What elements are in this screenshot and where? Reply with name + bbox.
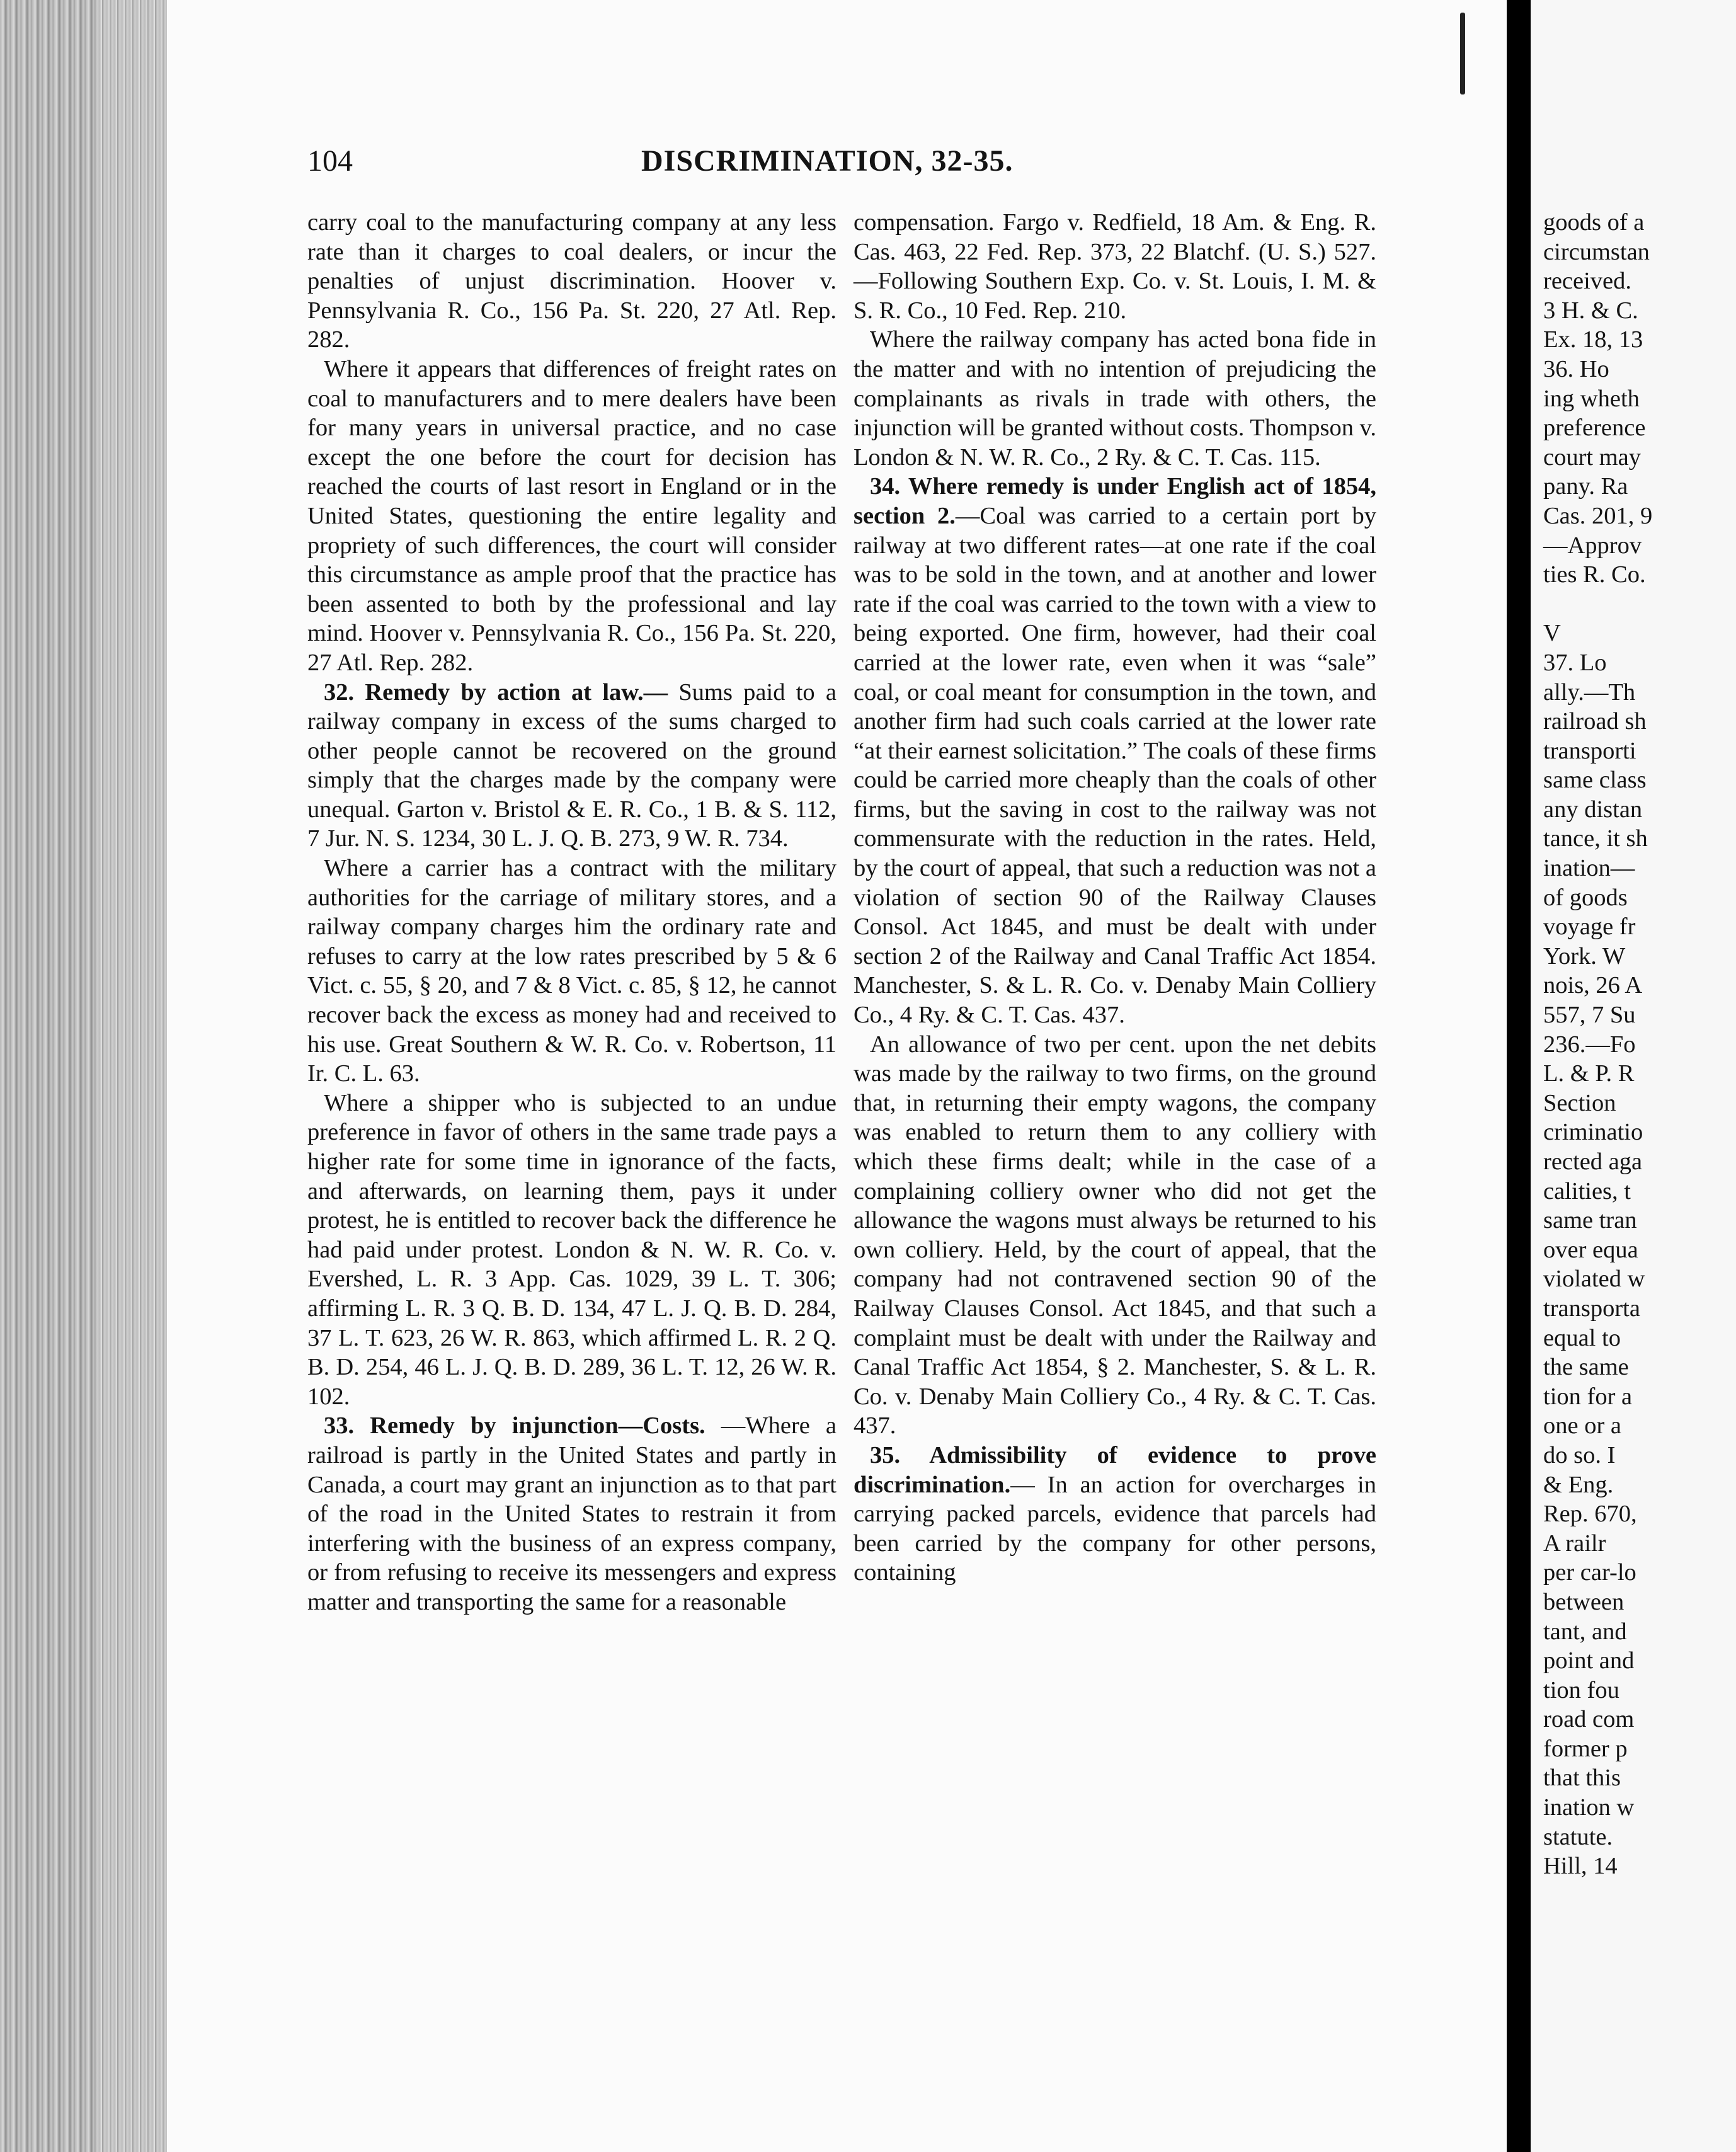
facing-page-line: of goods <box>1543 884 1628 911</box>
facing-page-line: tance, it sh <box>1543 825 1648 852</box>
facing-page-line: ally.—Th <box>1543 678 1636 706</box>
facing-page <box>1531 0 1736 2152</box>
paragraph: Where the railway company has acted bona fide in the matter and with no intention of prejudicing the complainants as rivals in trade with others, the injunction will be granted without costs. Thompson v. London & N. W. R. Co., 2 Ry. & C. T. Cas. 115. <box>854 326 1376 471</box>
facing-page-line: received. <box>1543 268 1631 295</box>
facing-page-line: Cas. 201, 9 <box>1543 502 1653 529</box>
facing-page-line: Rep. 670, <box>1543 1501 1637 1528</box>
facing-page-line: ing wheth <box>1543 385 1640 412</box>
facing-page-line <box>1543 590 1736 619</box>
facing-page-line: that this <box>1543 1765 1621 1792</box>
section-text: Sums paid to a railway company in excess of the sums charged to other people cannot be recovered on the ground simply that the charges made by the company were unequal. Garton v. Bristol & E. R. Co., 1 B. & S. 112, 7 Jur. N. S. 1234, 30 L. J. Q. B. 273, 9 W. R. 734. <box>307 678 837 852</box>
facing-page-line: —Approv <box>1543 532 1642 559</box>
facing-page-line: any distan <box>1543 796 1643 823</box>
section-heading: 32. Remedy by action at law.— <box>324 678 668 706</box>
section-32 <box>307 678 837 854</box>
facing-page-line: L. & P. R <box>1543 1060 1635 1087</box>
paragraph: Where a shipper who is subjected to an undue preference in favor of others in the same trade pays a higher rate for some time in ignorance of the facts, and afterwards, on learning them, pays it under protest, he is entitled to recover back the difference he had paid under protest. London & N. W. R. Co. v. Evershed, L. R. 3 App. Cas. 1029, 39 L. T. 306; affirming L. R. 3 Q. B. D. 134, 47 L. J. Q. B. D. 284, 37 L. T. 623, 26 W. R. 863, which affirmed L. R. 2 Q. B. D. 254, 46 L. J. Q. B. D. 289, 36 L. T. 12, 26 W. R. 102. <box>307 1089 837 1410</box>
facing-page-line: 36. Ho <box>1543 355 1609 382</box>
section-heading: 34. Where remedy is under English act of 1854, section 2. <box>854 473 1376 529</box>
facing-page-line: circumstan <box>1543 238 1650 265</box>
facing-page-line: 557, 7 Su <box>1543 1002 1636 1029</box>
facing-page-line: voyage fr <box>1543 913 1636 941</box>
facing-page-line: A railr <box>1543 1530 1606 1557</box>
facing-page-line: do so. I <box>1543 1441 1616 1468</box>
facing-page-text <box>1543 208 1736 1881</box>
facing-page-line: per car-lo <box>1543 1559 1636 1586</box>
facing-page-line: ties R. Co. <box>1543 561 1646 588</box>
section-34 <box>854 472 1376 1029</box>
left-column <box>307 208 837 1617</box>
page-number: 104 <box>307 144 353 178</box>
section-35 <box>854 1441 1376 1588</box>
facing-page-line: tion fou <box>1543 1676 1619 1703</box>
facing-page-line: & Eng. <box>1543 1471 1614 1498</box>
facing-page-line: pany. Ra <box>1543 473 1628 500</box>
facing-page-line: Hill, 14 <box>1543 1853 1618 1880</box>
page-edge-gutter <box>94 0 167 2152</box>
page-title: DISCRIMINATION, 32-35. <box>641 144 1014 178</box>
paragraph: Where it appears that differences of freight rates on coal to manufacturers and to mere dealers have been for many years in universal practice, and no case except the one before the court for decision has reached the courts of last resort in England or in the United States, questioning the entire legality and propriety of such differences, the court will consider this circumstance as ample proof that the practice has been assented to both by the professional and lay mind. Hoover v. Pennsylvania R. Co., 156 Pa. St. 220, 27 Atl. Rep. 282. <box>307 355 837 676</box>
facing-page-line: Ex. 18, 13 <box>1543 326 1643 353</box>
section-heading: 35. Admissibility of evidence to prove discrimination. <box>854 1441 1376 1498</box>
section-text: —Where a railroad is partly in the United States and partly in Canada, a court may grant an injunction as to that part of the road in the United States to restrain it from interfering with the business of an express company, or from refusing to receive its messengers and express matter and transporting the same for a reasonable <box>307 1412 837 1615</box>
facing-page-line: ination— <box>1543 855 1635 882</box>
facing-page-line: 3 H. & C. <box>1543 297 1638 324</box>
facing-page-line: transporta <box>1543 1295 1640 1322</box>
section-heading: 33. Remedy by injunction—Costs. <box>324 1412 705 1439</box>
facing-page-line: rected aga <box>1543 1148 1643 1175</box>
paragraph: An allowance of two per cent. upon the net debits was made by the railway to two firms, on the ground that, in returning their empty wagons, the company was enabled to return them to any colliery with which these firms dealt; while in the case of a complaining colliery owner who did not get the allowance the wagons must always be returned to his own colliery. Held, by the court of appeal, that the company had not contravened section 90 of the Railway Clauses Consol. Act 1845, and that such a complaint must be dealt with under the Railway and Canal Traffic Act 1854, § 2. Manchester, S. & L. R. Co. v. Denaby Main Colliery Co., 4 Ry. & C. T. Cas. 437. <box>854 1031 1376 1439</box>
facing-page-line: tion for a <box>1543 1383 1633 1410</box>
facing-page-line: calities, t <box>1543 1177 1631 1205</box>
facing-page-line: criminatio <box>1543 1119 1643 1146</box>
facing-page-line: Section <box>1543 1089 1616 1116</box>
section-text: —Coal was carried to a certain port by railway at two different rates—at one rate if the coal was to be sold in the town, and at another and lower rate if the coal was carried to the town with a view to being exported. One firm, however, had their coal carried at the lower rate, even when it was “sale” coal, or coal meant for consumption in the town, and another firm had such coals carried at the lower rate “at their earnest solicitation.” The coals of these firms could be carried more cheaply than the coals of other firms, but the saving in cost to the railway was not commensurate with the reduction in the rates. Held, by the court of appeal, that such a reduction was not a violation of section 90 of the Railway Clauses Consol. Act 1845, and must be dealt with under section 2 of the Railway and Canal Traffic Act 1854. Manchester, S. & L. R. Co. v. Denaby Main Colliery Co., 4 Ry. & C. T. Cas. 437. <box>854 502 1376 1029</box>
facing-page-line: V <box>1543 620 1561 647</box>
facing-page-line: goods of a <box>1543 209 1645 236</box>
facing-page-line: same tran <box>1543 1207 1637 1234</box>
facing-page-line: point and <box>1543 1647 1635 1674</box>
facing-page-line: York. W <box>1543 942 1626 970</box>
facing-page-line: over equa <box>1543 1236 1638 1263</box>
facing-page-line: statute. <box>1543 1823 1613 1850</box>
facing-page-line: ination w <box>1543 1794 1635 1821</box>
facing-page-line: nois, 26 A <box>1543 972 1643 999</box>
section-33 <box>307 1411 837 1617</box>
facing-page-line: transporti <box>1543 737 1636 764</box>
facing-page-line: equal to <box>1543 1324 1621 1351</box>
binding-mark <box>1460 13 1465 94</box>
facing-page-line: violated w <box>1543 1266 1645 1293</box>
paragraph: compensation. Fargo v. Redfield, 18 Am. & Eng. R. Cas. 463, 22 Fed. Rep. 373, 22 Blatchf. (U. S.) 527.—Following Southern Exp. Co. v. St. Louis, I. M. & S. R. Co., 10 Fed. Rep. 210. <box>854 209 1376 324</box>
facing-page-line: railroad sh <box>1543 708 1647 735</box>
facing-page-line: preference <box>1543 415 1646 442</box>
right-column <box>854 208 1376 1588</box>
facing-page-line: tant, and <box>1543 1618 1627 1645</box>
facing-page-line: the same <box>1543 1354 1629 1381</box>
facing-page-line: 37. Lo <box>1543 649 1607 676</box>
facing-page-line: court may <box>1543 444 1642 471</box>
facing-page-line: former p <box>1543 1735 1628 1762</box>
facing-page-line: between <box>1543 1588 1625 1615</box>
facing-page-line: same class <box>1543 767 1647 794</box>
section-text: — In an action for overcharges in carrying packed parcels, evidence that parcels had been carried by the company for other persons, containing <box>854 1471 1376 1586</box>
facing-page-line: one or a <box>1543 1412 1621 1439</box>
facing-page-line: 236.—Fo <box>1543 1031 1636 1058</box>
paragraph: carry coal to the manufacturing company at any less rate than it charges to coal dealers, or incur the penalties of unjust discrimination. Hoover v. Pennsylvania R. Co., 156 Pa. St. 220, 27 Atl. Rep. 282. <box>307 209 837 353</box>
facing-page-line: road com <box>1543 1706 1635 1733</box>
paragraph: Where a carrier has a contract with the military authorities for the carriage of military stores, and a railway company charges him the ordinary rate and refuses to carry at the low rates prescribed by 5 & 6 Vict. c. 55, § 20, and 7 & 8 Vict. c. 85, § 12, he cannot recover back the excess as money had and received to his use. Great Southern & W. R. Co. v. Robertson, 11 Ir. C. L. 63. <box>307 855 837 1087</box>
